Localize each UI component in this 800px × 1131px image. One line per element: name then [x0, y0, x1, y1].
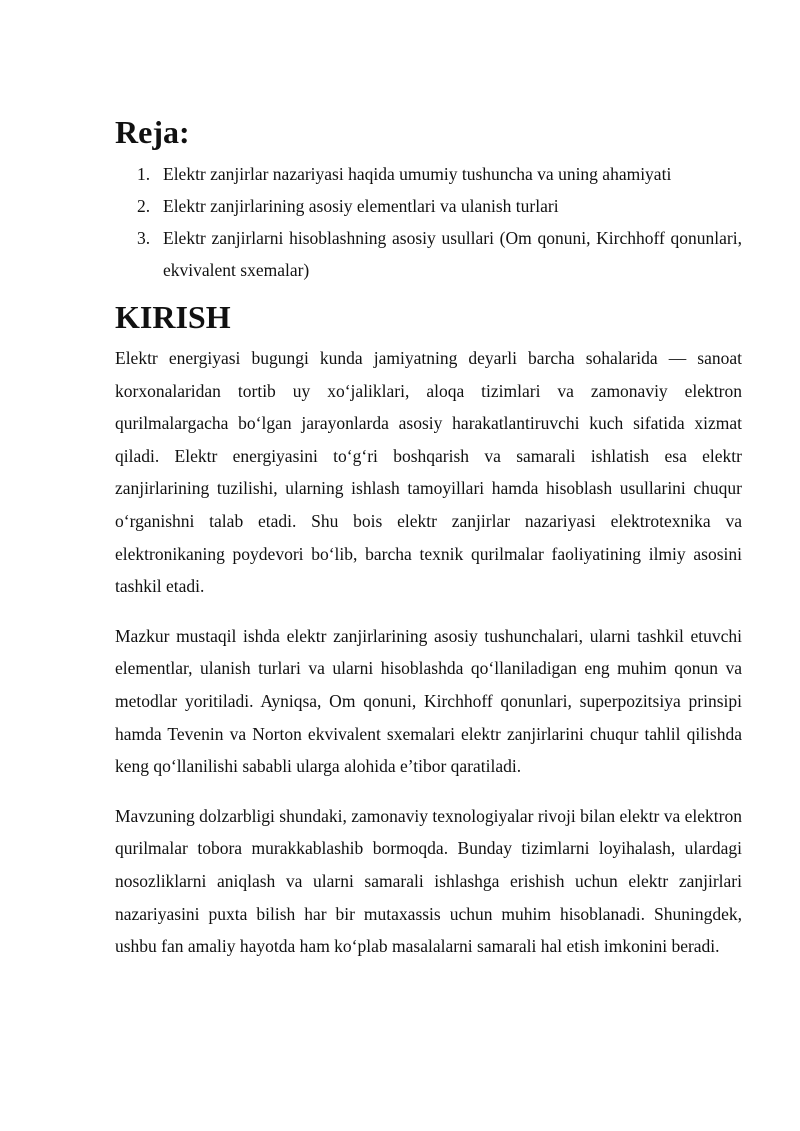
- plan-item-number: 2.: [137, 196, 151, 216]
- plan-item: [115, 190, 742, 222]
- plan-heading: Reja:: [115, 114, 190, 150]
- intro-heading: KIRISH: [115, 299, 231, 335]
- plan-item-text: Elektr zanjirlarining asosiy elementlari va ulanish turlari: [163, 196, 559, 216]
- intro-paragraph: Elektr energiyasi bugungi kunda jamiyatning deyarli barcha sohalarida — sanoat korxonalaridan tortib uy xo‘jaliklari, aloqa tizimlari va zamonaviy elektron qurilmalargacha bo‘lgan jarayonlarda asosiy harakatlantiruvchi kuch sifatida xizmat qiladi. Elektr energiyasini to‘g‘ri boshqarish va samarali ishlatish esa elektr zanjirlarining tuzilishi, ularning ishlash tamoyillari hamda hisoblash usullarini chuqur o‘rganishni talab etadi. Shu bois elektr zanjirlar nazariyasi elektrotexnika va elektronikaning poydevori bo‘lib, barcha texnik qurilmalar faoliyatining ilmiy asosini tashkil etadi.: [115, 348, 742, 597]
- plan-item-number: 1.: [137, 164, 151, 184]
- intro-paragraph: Mavzuning dolzarbligi shundaki, zamonaviy texnologiyalar rivoji bilan elektr va elektron qurilmalar tobora murakkablashib bormoqda. Bunday tizimlarni loyihalash, ulardagi nosozliklarni aniqlash va ularni samarali ishlashga erishish uchun elektr zanjirlari nazariyasini puxta bilish har bir mutaxassis uchun muhim hisoblanadi. Shuningdek, ushbu fan amaliy hayotda ham ko‘plab masalalarni samarali hal etish imkonini beradi.: [115, 805, 742, 957]
- plan-item: [115, 158, 742, 190]
- document-page: [115, 112, 742, 980]
- intro-paragraph: Mazkur mustaqil ishda elektr zanjirlarining asosiy tushunchalari, ularni tashkil etuvchi elementlar, ulanish turlari va ularni hisoblashda qo‘llaniladigan eng muhim qonun va metodlar yoritiladi. Ayniqsa, Om qonuni, Kirchhoff qonunlari, superpozitsiya prinsipi hamda Tevenin va Norton ekvivalent sxemalari elektr zanjirlarini chuqur tahlil qilishda keng qo‘llanilishi sababli ularga alohida e’tibor qaratiladi.: [115, 625, 742, 777]
- plan-item-text: Elektr zanjirlar nazariyasi haqida umumiy tushuncha va uning ahamiyati: [163, 164, 672, 184]
- plan-list: [115, 158, 742, 286]
- plan-item-text: Elektr zanjirlarni hisoblashning asosiy usullari (Om qonuni, Kirchhoff qonunlari, ekvivalent sxemalar): [163, 228, 742, 280]
- plan-item: [115, 222, 742, 286]
- plan-item-number: 3.: [137, 228, 151, 248]
